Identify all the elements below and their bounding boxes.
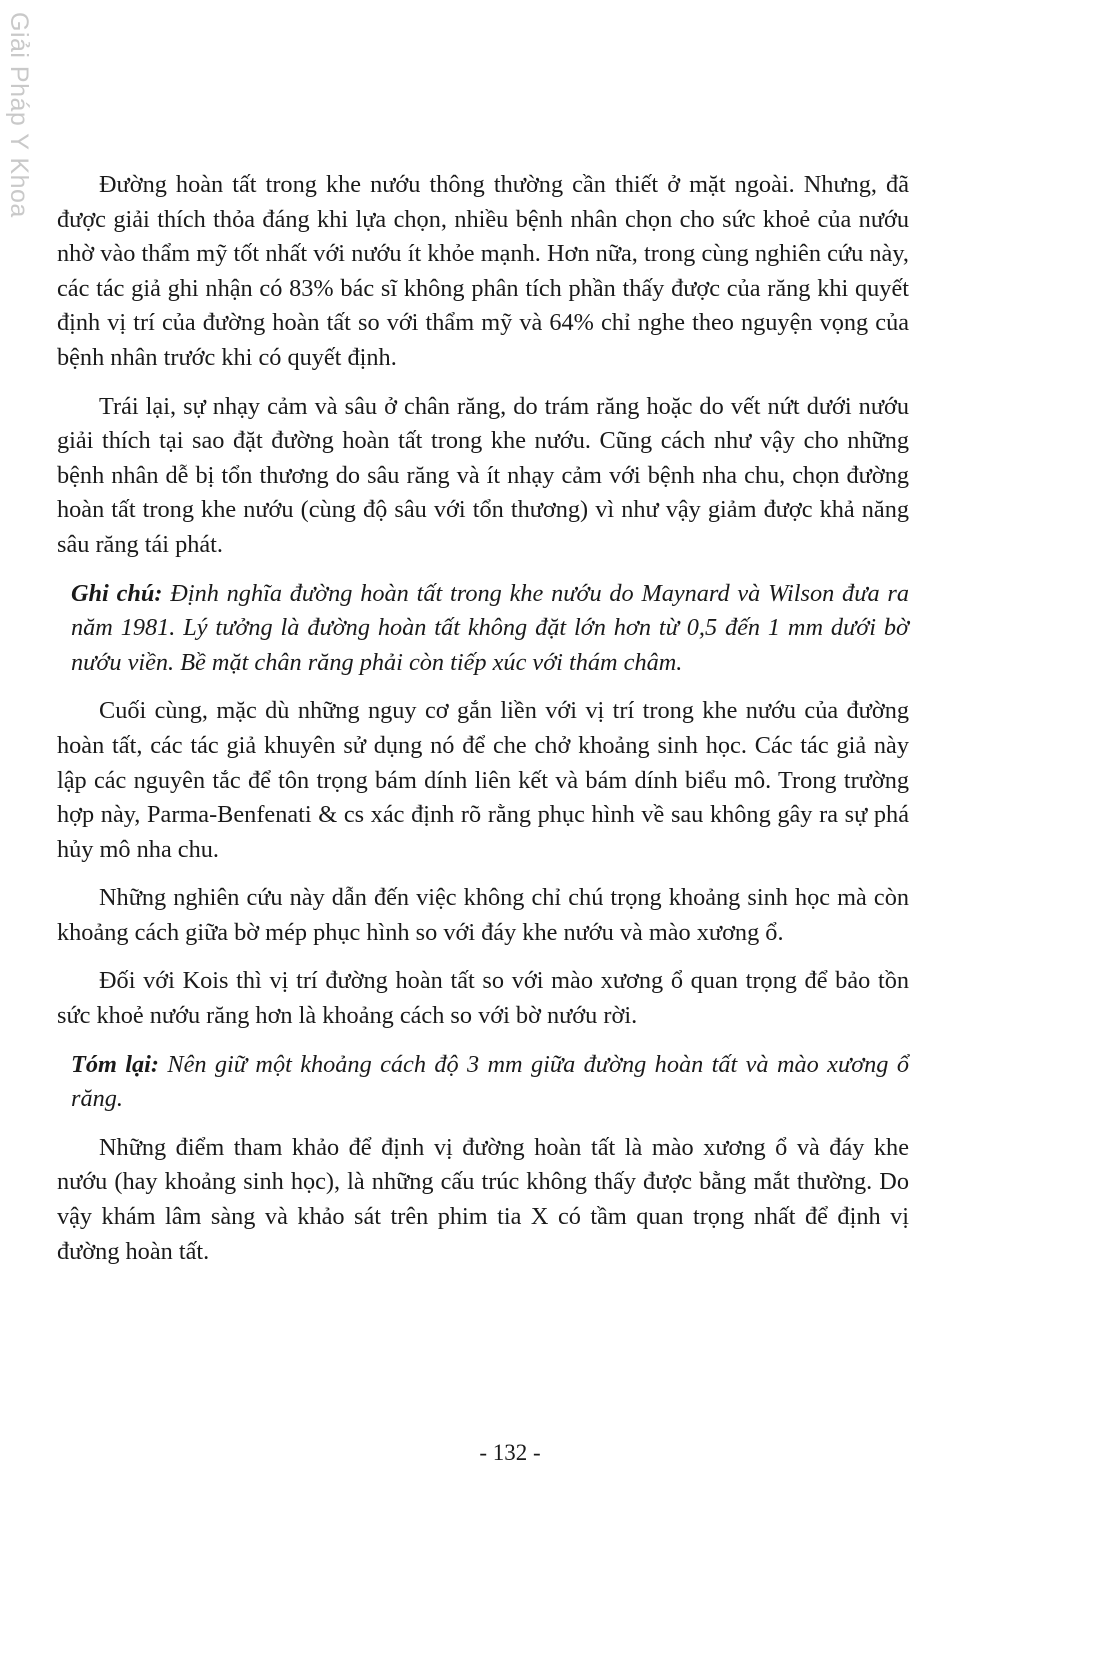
page-body [57,168,909,1283]
summary-label: Tóm lại: [71,1050,159,1078]
note-definition [71,577,909,681]
paragraph-biologic-width: Cuối cùng, mặc dù những nguy cơ gắn liền với vị trí trong khe nướu của đường hoàn tất, các tác giả khuyên sử dụng nó để che chở khoảng sinh học. Các tác giả này lập các nguyên tắc để tôn trọng bám dính liên kết và bám dính biểu mô. Trong trường hợp này, Parma-Benfenati & cs xác định rõ rằng phục hình về sau không gây ra sự phá hủy mô nha chu. [57,697,909,863]
note-text: Định nghĩa đường hoàn tất trong khe nướu do Maynard và Wilson đưa ra năm 1981. Lý tưởng là đường hoàn tất không đặt lớn hơn từ 0,5 đến 1 mm dưới bờ nướu viền. Bề mặt chân răng phải còn tiếp xúc với thám châm. [71,579,909,676]
paragraph-finish-line-intro: Đường hoàn tất trong khe nướu thông thường cần thiết ở mặt ngoài. Nhưng, đã được giải thích thỏa đáng khi lựa chọn, nhiều bệnh nhân chọn cho sức khoẻ của nướu nhờ vào thẩm mỹ tốt nhất với nướu ít khỏe mạnh. Hơn nữa, trong cùng nghiên cứu này, các tác giả ghi nhận có 83% bác sĩ không phân tích phần thấy được của răng khi quyết định vị trí của đường hoàn tất so với thẩm mỹ và 64% chỉ nghe theo nguyện vọng của bệnh nhân trước khi có quyết định. [57,171,909,371]
paragraph-studies: Những nghiên cứu này dẫn đến việc không chỉ chú trọng khoảng sinh học mà còn khoảng cách giữa bờ mép phục hình so với đáy khe nướu và mào xương ổ. [57,884,909,946]
page-number: - 132 - [479,1440,541,1465]
note-label: Ghi chú: [71,579,163,607]
note-summary [71,1048,909,1117]
paragraph-reference-points: Những điểm tham khảo để định vị đường hoàn tất là mào xương ổ và đáy khe nướu (hay khoảng sinh học), là những cấu trúc không thấy được bằng mắt thường. Do vậy khám lâm sàng và khảo sát trên phim tia X có tầm quan trọng nhất để định vị đường hoàn tất. [57,1133,909,1265]
paragraph-root-sensitivity: Trái lại, sự nhạy cảm và sâu ở chân răng, do trám răng hoặc do vết nứt dưới nướu giải thích tại sao đặt đường hoàn tất trong khe nướu. Cũng cách như vậy cho những bệnh nhân dễ bị tổn thương do sâu răng và ít nhạy cảm với bệnh nha chu, chọn đường hoàn tất trong khe nướu (cùng độ sâu với tổn thương) vì như vậy giảm được khả năng sâu răng tái phát. [57,392,909,558]
summary-text: Nên giữ một khoảng cách độ 3 mm giữa đường hoàn tất và mào xương ổ răng. [71,1050,909,1113]
paragraph-kois: Đối với Kois thì vị trí đường hoàn tất so với mào xương ổ quan trọng để bảo tồn sức khoẻ nướu răng hơn là khoảng cách so với bờ nướu rời. [57,967,909,1030]
watermark-text: Giải Pháp Y Khoa [5,12,33,218]
